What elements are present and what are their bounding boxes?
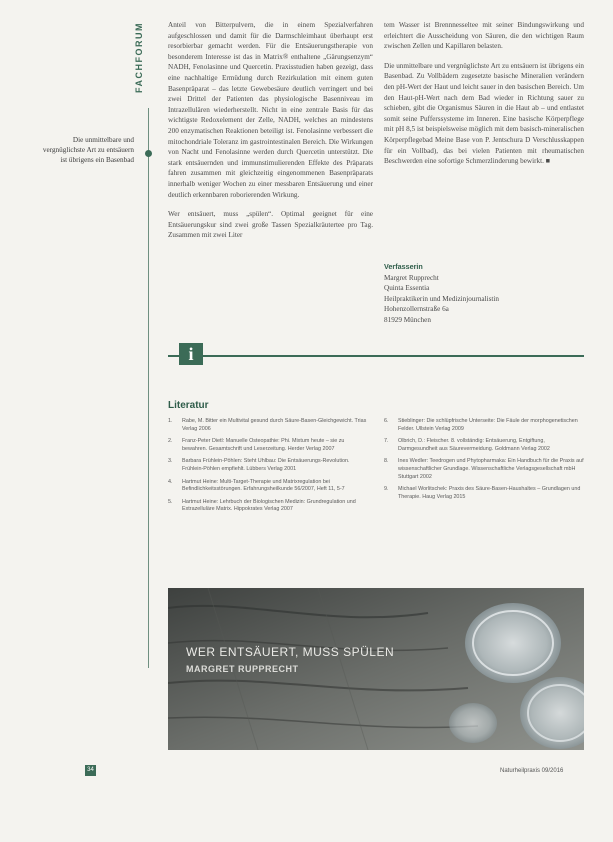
- literature-heading: Literatur: [168, 400, 209, 411]
- article-paragraph: Die unmittelbare und vergnüglichste Art zu entsäuern ist übrigens ein Basenbad. Zu Vollbädern zugesetzte basische Mineralien verändern den pH-Wert der Haut und leicht sauer in den basischen Bereich. Um den Haut-pH-Wert nach dem Bad wieder in Richtung sauer zu schieben, gibt die Organismus Säuren in die Haut ab – und entlastet somit seine Pufferssysteme im Inneren. Eine basische Körperpflege mit pH 8,5 ist beispielsweise möglich mit dem basisch-mineralischen Körperpflegebad Meine Base von P. Jentschura D Verschlusskappen für ein Vollbad), das bei vielen Patienten mit rheumatischen Beschwerden eine sofortige Schmerzlinderung bewirkt. ■: [384, 61, 584, 166]
- article-paragraph: Wer entsäuert, muss „spülen“. Optimal geeignet für eine Entsäuerungskur sind zwei große Tassen Spezialkräutertee pro Tag. Zusammen mit zwei Liter: [168, 210, 373, 240]
- section-tag: FACHFORUM: [134, 22, 144, 94]
- article-paragraph: tem Wasser ist Brennnesseltee mit seiner Bindungswirkung und erleichtert die Ausscheidung von Säuren, die den wichtigen Raum zwischen Zellen und Kapillaren belasten.: [384, 21, 584, 51]
- literature-item: 9. Michael Worlitschek: Praxis des Säure-Basen-Haushaltes – Grundlagen und Therapie. Haug Verlag 2015: [384, 486, 581, 500]
- literature-item: 4. Hartmut Heine: Multi-Target-Therapie und Matrixregulation bei Befindlichkeitsstörungen. Erfahrungsheilkunde 56/2007, Heft 11, 5-7: [168, 478, 345, 493]
- author-role: Heilpraktikerin und Medizinjournalistin: [384, 294, 499, 303]
- pull-quote: Die unmittelbare und vergnüglichste Art zu entsäuern ist übrigens ein Basenbad: [42, 136, 134, 164]
- author-heading: Verfasserin: [384, 262, 423, 271]
- author-organization: Quinta Essentia: [384, 284, 430, 293]
- literature-item: 3. Barbara Frühlein-Pöhlen: Steht Uhlbau: Die Entsäuerungs-Revolution. Frühlein-Pöhlen empfiehlt. Lübbers Verlag 2001: [168, 458, 350, 472]
- literature-item: 1. Rabe, M. Bitter ein Multivital gesund durch Säure-Basen-Gleichgewicht. Trias Verlag 2006: [168, 418, 367, 432]
- author-name: Margret Rupprecht: [384, 273, 439, 282]
- page-number: 34: [85, 765, 96, 776]
- literature-item: 5. Hartmut Heine: Lehrbuch der Biologischen Medizin: Grundregulation und Extrazelluläre Matrix. Hippokrates Verlag 2007: [168, 498, 356, 513]
- publication-footer: Naturheilpraxis 09/2016: [500, 768, 564, 774]
- info-icon: i: [179, 343, 203, 365]
- teaser-author: MARGRET RUPPRECHT: [186, 664, 299, 674]
- pullquote-marker-dot: [145, 150, 152, 157]
- author-street: Hohenzollernstraße 6a: [384, 305, 449, 314]
- teaser-title: WER ENTSÄUERT, MUSS SPÜLEN: [186, 645, 395, 659]
- info-divider: [168, 355, 584, 357]
- section-divider-line: [148, 108, 149, 668]
- article-paragraph: Anteil von Bitterpulvern, die in einem Spezialverfahren aufgeschlossen und damit für die Darmschleimhaut überhaupt erst resorbierbar gemacht werden. Für die Entsäuerungstherapie von besonderem Interesse ist das in Matrix® enthaltene „Gärungsenzym“ NADH, Fenolasinne und Quercetin. Praxisstudien haben gezeigt, dass eine nachhaltige Ermüdung durch Rezirkulation mit einem guten Basenpräparat – das letzte Gewebesäure deutlich verringert und bei zwei Drittel der Patienten das physiologische Basenniveau im Intrazellulären wiederherstellt. Nicht in eine zentrale Basis für das wichtigste Redoxelement der Zelle, NADH, welches an mindestens 200 enzymatischen Reaktionen beteiligt ist. Fenolasinne verbessert die mitochondriale Toleranz im gastrointestinalen Bereich. Die Wirkungen von Nacht und Fenolasinne werden durch Quercetin unterstützt. Die stark entsäuernden und immunstimulierenden Effekte des Präparats fahren zusammen mit gleichzeitig eingenommenen Basenpräparats innerhalb weniger Wochen zu einer messbaren Entsäuerung und einer deutlich erkennbaren roborierenden Wirkung.: [168, 21, 373, 199]
- literature-item: 2. Franz-Peter Dietl: Manuelle Osteopathie: Phi. Mixtum heute – sie zu bewahren. Gesamtschrift und Leserzeitung. Herder Verlag 2007: [168, 438, 345, 452]
- article-column-1: [168, 20, 373, 302]
- literature-list-right: [384, 418, 584, 506]
- author-block: [384, 262, 584, 326]
- literature-item: 6. Stieblinger: Die schlüpfrische Unterseite: Die Fäule der morphogenetischen Felder. Ullstein Verlag 2009: [384, 418, 578, 432]
- literature-item: 7. Olbrich, D.: Fleischer. 8. vollständig: Entsäuerung, Entgiftung, Darmgesundheit aus Säurevermeidung. Goldmann Verlag 2002: [384, 438, 550, 452]
- literature-list-left: [168, 418, 368, 519]
- article-column-2: [384, 20, 584, 252]
- literature-item: 8. Ines Wedler: Teedrogen und Phytopharmaka: Ein Handbuch für die Praxis auf wissenschaftlicher Grundlage. Wissenschaftliche Verlagsgesellschaft mbH Stuttgart 2002: [384, 458, 584, 480]
- author-city: 81929 München: [384, 315, 431, 324]
